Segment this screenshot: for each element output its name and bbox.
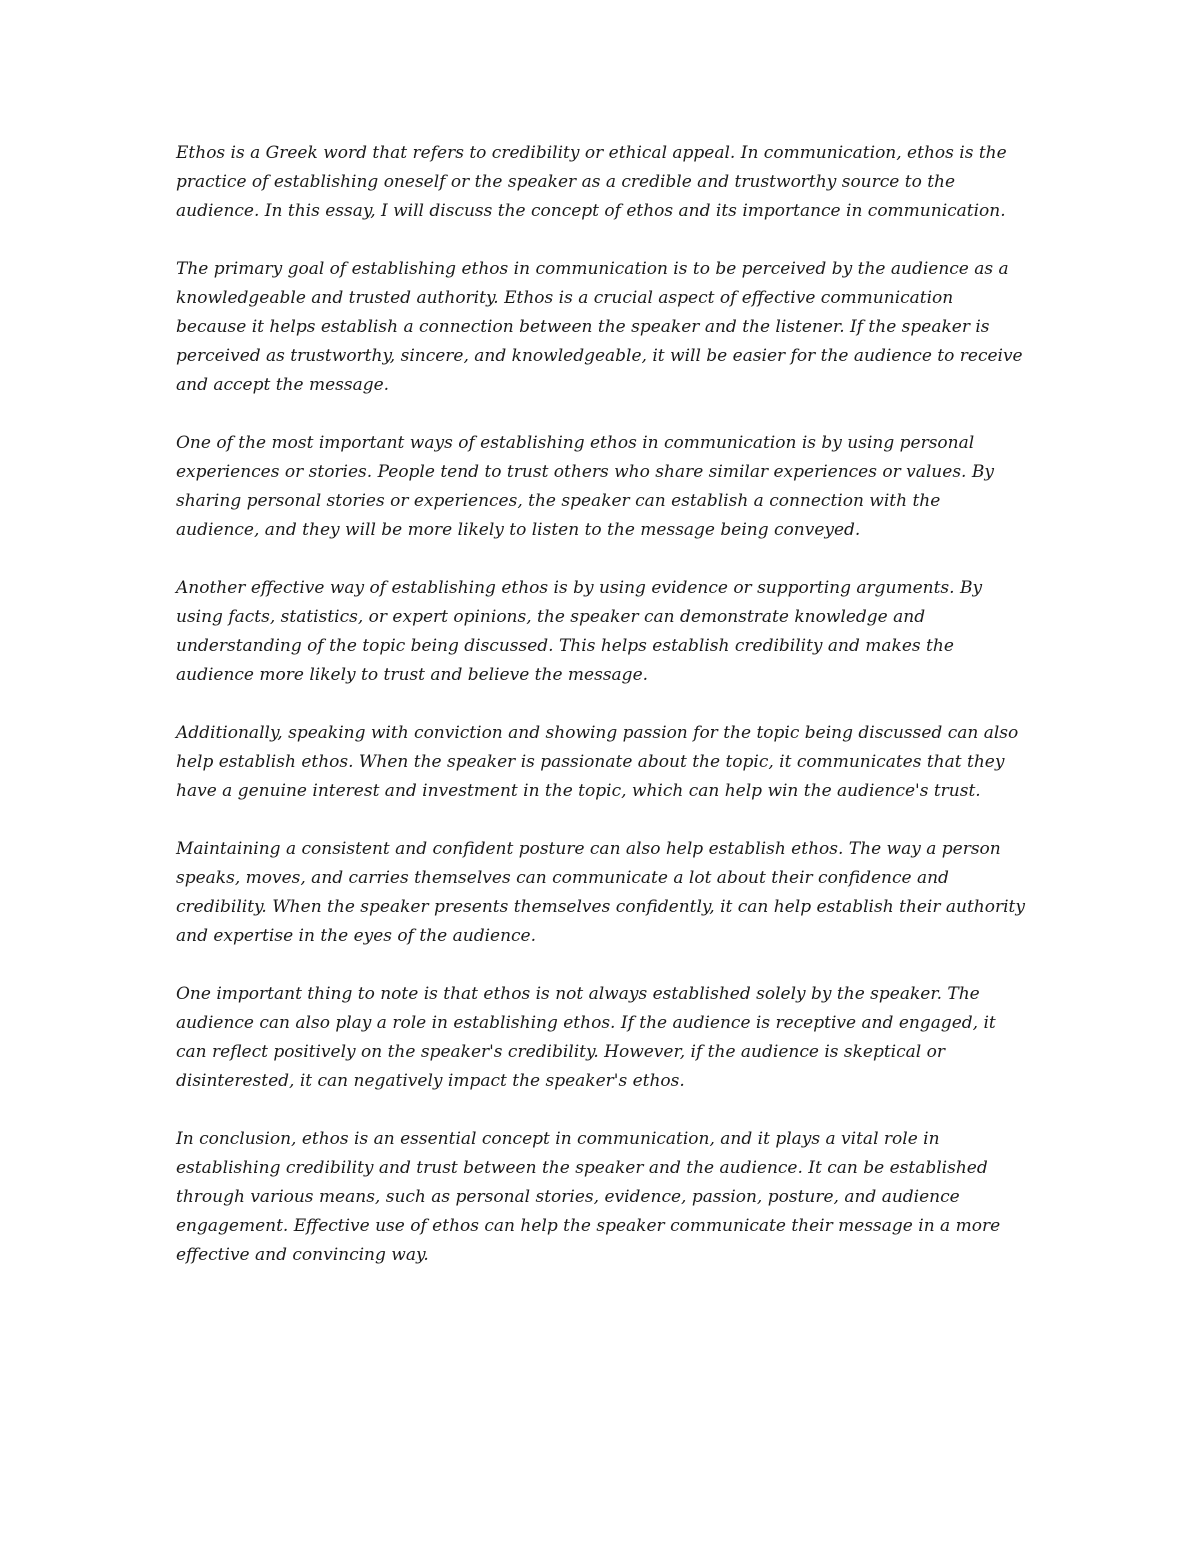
paragraph-conviction: Additionally, speaking with conviction and showing passion for the topic being discussed can also help establish ethos. When the speaker is passionate about the topic, it communicates that they have a genuine interest and investment in the topic, which can help win the audience's trust. — [176, 723, 1019, 801]
paragraph-audience-role: One important thing to note is that ethos is not always established solely by the speaker. The audience can also play a role in establishing ethos. If the audience is receptive and engaged, it can reflect positively on the speaker's credibility. However, if the audience is skeptical or disinterested, it can negatively impact the speaker's ethos. — [176, 984, 996, 1091]
paragraph-evidence: Another effective way of establishing ethos is by using evidence or supporting arguments. By using facts, statistics, or expert opinions, the speaker can demonstrate knowledge and understanding of the topic being discussed. This helps establish credibility and makes the audience more likely to trust and believe the message. — [176, 578, 983, 685]
paragraph-primary-goal: The primary goal of establishing ethos in communication is to be perceived by the audience as a knowledgeable and trusted authority. Ethos is a crucial aspect of effective communication because it helps establish a connection between the speaker and the listener. If the speaker is perceived as trustworthy, sincere, and knowledgeable, it will be easier for the audience to receive and accept the message. — [176, 259, 1023, 395]
essay-body — [176, 139, 1026, 1299]
paragraph-personal-experiences: One of the most important ways of establishing ethos in communication is by using personal experiences or stories. People tend to trust others who share similar experiences or values. By sharing personal stories or experiences, the speaker can establish a connection with the audience, and they will be more likely to listen to the message being conveyed. — [176, 433, 994, 540]
paragraph-intro: Ethos is a Greek word that refers to credibility or ethical appeal. In communication, ethos is the practice of establishing oneself or the speaker as a credible and trustworthy source to the audience. In this essay, I will discuss the concept of ethos and its importance in communication. — [176, 143, 1007, 221]
paragraph-conclusion: In conclusion, ethos is an essential concept in communication, and it plays a vital role in establishing credibility and trust between the speaker and the audience. It can be established through various means, such as personal stories, evidence, passion, posture, and audience engagement. Effective use of ethos can help the speaker communicate their message in a more effective and convincing way. — [176, 1129, 1001, 1265]
paragraph-posture: Maintaining a consistent and confident posture can also help establish ethos. The way a person speaks, moves, and carries themselves can communicate a lot about their confidence and credibility. When the speaker presents themselves confidently, it can help establish their authority and expertise in the eyes of the audience. — [176, 839, 1025, 946]
